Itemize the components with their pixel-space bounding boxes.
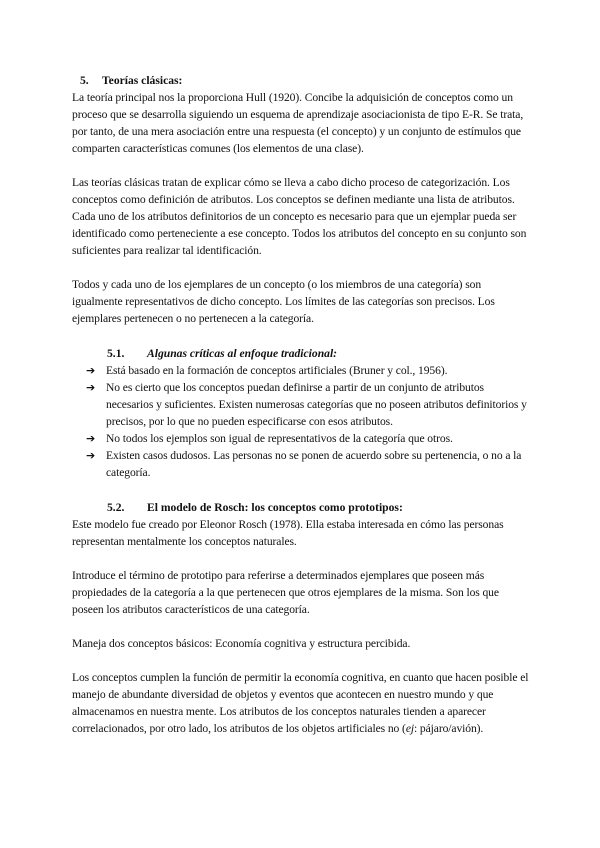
list-item-text: Está basado en la formación de conceptos artificiales (Bruner y col., 1956). <box>106 364 448 377</box>
arrow-right-icon: ➔ <box>86 364 96 377</box>
paragraph-italic-abbrev: ej <box>405 722 414 735</box>
arrow-right-icon: ➔ <box>86 449 96 462</box>
section-5-1-heading <box>72 345 530 362</box>
list-item-text: Existen casos dudosos. Las personas no se ponen de acuerdo sobre su pertenencia, o no a la categoría. <box>106 449 522 479</box>
list-item-text: No es cierto que los conceptos puedan definirse a partir de un conjunto de atributos necesarios y suficientes. Existen numerosas categorías que no poseen atributos definitorios y precisos, por lo que no pueden especificarse con esos atributos. <box>106 381 527 428</box>
arrow-right-icon: ➔ <box>86 432 96 445</box>
section-5-2-paragraph-1: Este modelo fue creado por Eleonor Rosch (1978). Ella estaba interesada en cómo las personas representan mentalmente los conceptos naturales. <box>72 518 504 548</box>
section-5-1-title: Algunas críticas al enfoque tradicional: <box>147 347 338 360</box>
section-5-paragraph-2: Las teorías clásicas tratan de explicar cómo se lleva a cabo dicho proceso de categorización. Los conceptos como definición de atributos. Los conceptos se definen mediante una lista de atributos. Cada uno de los atributos definitorios de un concepto es necesario para que un ejemplar pueda ser identificado como perteneciente a ese concepto. Todos los atributos del concepto en su conjunto son suficientes para realizar tal identificación. <box>72 176 527 257</box>
arrow-right-icon: ➔ <box>86 381 96 394</box>
section-5-heading <box>72 72 530 89</box>
list-item <box>86 430 530 447</box>
list-item-text: No todos los ejemplos son igual de representativos de la categoría que otros. <box>106 432 453 445</box>
list-item <box>86 379 530 430</box>
list-item <box>86 362 530 379</box>
section-5-2-number: 5.2. <box>107 501 125 514</box>
section-5-2-paragraph-2: Introduce el término de prototipo para referirse a determinados ejemplares que poseen más propiedades de la categoría a la que pertenecen que otros ejemplares de la misma. Son los que poseen los atributos característicos de una categoría. <box>72 569 499 616</box>
section-5-2-title: El modelo de Rosch: los conceptos como prototipos: <box>147 501 403 514</box>
paragraph-text: : pájaro/avión). <box>413 722 484 735</box>
section-5-paragraph-1: La teoría principal nos la proporciona Hull (1920). Concibe la adquisición de conceptos como un proceso que se desarrolla siguiendo un esquema de aprendizaje asociacionista de tipo E-R. Se trata, por tanto, de una mera asociación entre una respuesta (el concepto) y un conjunto de estímulos que comparten características comunes (los elementos de una clase). <box>72 91 524 155</box>
list-item <box>86 447 530 481</box>
section-5-2-paragraph-4 <box>72 669 530 737</box>
section-5-2-paragraph-3: Maneja dos conceptos básicos: Economía cognitiva y estructura percibida. <box>72 637 411 650</box>
section-5-1-number: 5.1. <box>107 347 125 360</box>
section-5-title: Teorías clásicas: <box>102 74 183 87</box>
paragraph-text: Los conceptos cumplen la función de permitir la economía cognitiva, en cuanto que hacen posible el manejo de abundante diversidad de objetos y eventos que acontecen en nuestro mundo y que almacenamos en nuestra mente. Los atributos de los conceptos naturales tienden a aparecer correlacionados, por otro lado, los atributos de los objetos artificiales no ( <box>72 671 529 735</box>
section-5-2-heading <box>72 499 530 516</box>
section-5-paragraph-3: Todos y cada uno de los ejemplares de un concepto (o los miembros de una categoría) son igualmente representativos de dicho concepto. Los límites de las categorías son precisos. Los ejemplares pertenecen o no pertenecen a la categoría. <box>72 278 495 325</box>
criticism-list <box>72 362 530 481</box>
section-5-number: 5. <box>80 74 89 87</box>
